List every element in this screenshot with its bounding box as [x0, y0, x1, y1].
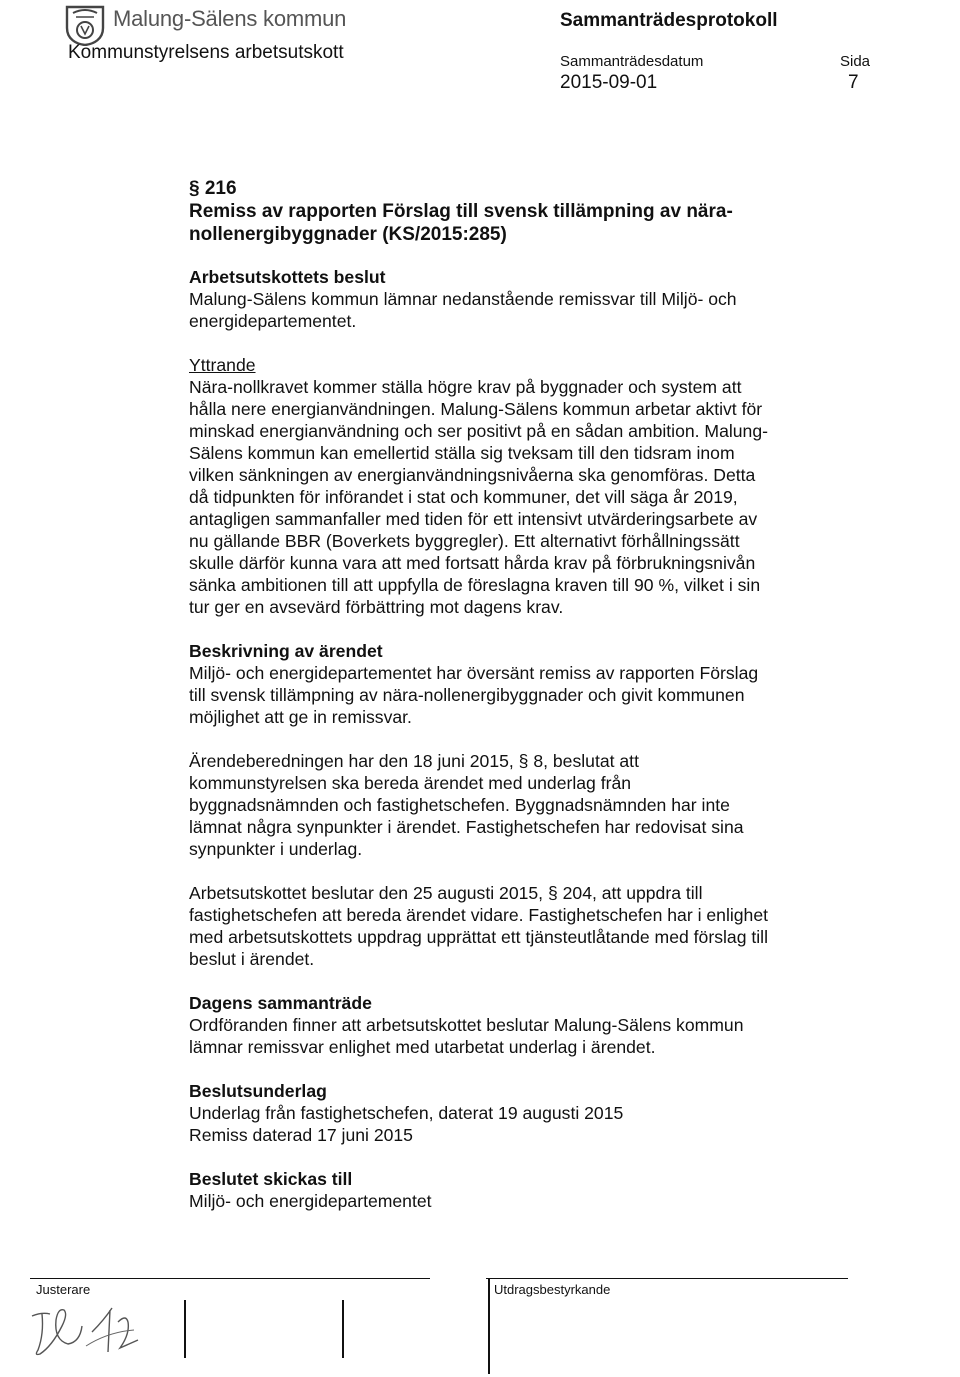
- adjusters-label: Justerare: [36, 1282, 91, 1297]
- sent-to-line: Miljö- och energidepartementet: [189, 1191, 432, 1211]
- description-line: lämnat några synpunkter i ärendet. Fastighetschefen har redovisat sina: [189, 817, 744, 837]
- page-label: Sida: [840, 53, 871, 70]
- description-line: Ärendeberedningen har den 18 juni 2015, § 8, beslutat att: [189, 751, 639, 771]
- description-line: fastighetschefen att bereda ärendet vidare. Fastighetschefen har i enlighet: [189, 905, 769, 925]
- todays-meeting-line: lämnar remissvar enlighet med utarbetat underlag i ärendet.: [189, 1037, 656, 1057]
- todays-meeting-heading: Dagens sammanträde: [189, 993, 372, 1013]
- decision-heading: Arbetsutskottets beslut: [189, 267, 386, 287]
- document-type: Sammanträdesprotokoll: [560, 10, 778, 31]
- decision-basis-line: Remiss daterad 17 juni 2015: [189, 1125, 413, 1145]
- decision-basis-line: Underlag från fastighetschefen, daterat 19 augusti 2015: [189, 1103, 624, 1123]
- decision-line: energidepartementet.: [189, 311, 357, 331]
- description-line: byggnadsnämnden och fastighetschefen. Byggnadsnämnden har inte: [189, 795, 730, 815]
- committee-name: Kommunstyrelsens arbetsutskott: [68, 42, 344, 63]
- statement-line: minskad energianvändning och ser positivt på en sådan ambition. Malung-: [189, 421, 768, 441]
- section-title-line: Remiss av rapporten Förslag till svensk tillämpning av nära-: [189, 201, 733, 222]
- signature-divider: [488, 1278, 490, 1374]
- extract-label: Utdragsbestyrkande: [494, 1282, 611, 1297]
- statement-heading: Yttrande: [189, 355, 256, 375]
- municipality-name: Malung-Sälens kommun: [113, 6, 347, 31]
- description-heading: Beskrivning av ärendet: [189, 641, 383, 661]
- page-number: 7: [848, 72, 859, 93]
- description-line: Arbetsutskottet beslutar den 25 augusti 2015, § 204, att uppdra till: [189, 883, 703, 903]
- description-line: möjlighet att ge in remissvar.: [189, 707, 412, 727]
- statement-line: skulle därför kunna vara att med fortsatt hårda krav på förbrukningsnivån: [189, 553, 756, 573]
- statement-line: hålla nere energianvändningen. Malung-Sälens kommun arbetar aktivt för: [189, 399, 763, 419]
- statement-line: vilken sänkningen av energianvändningsnivåerna ska genomföras. Detta: [189, 465, 756, 485]
- description-line: synpunkter i underlag.: [189, 839, 363, 859]
- protocol-content: [189, 177, 829, 1212]
- signature-divider: [342, 1300, 344, 1358]
- meeting-date: 2015-09-01: [560, 72, 658, 93]
- section-number: § 216: [189, 178, 237, 199]
- statement-line: antagligen sammanfaller med tiden för ett intensivt utvärderingsarbete av: [189, 509, 758, 529]
- todays-meeting-line: Ordföranden finner att arbetsutskottet beslutar Malung-Sälens kommun: [189, 1015, 744, 1035]
- description-line: med arbetsutskottets uppdrag upprättat ett tjänsteutlåtande med förslag till: [189, 927, 768, 947]
- decision-line: Malung-Sälens kommun lämnar nedanstående remissvar till Miljö- och: [189, 289, 737, 309]
- description-line: beslut i ärendet.: [189, 949, 315, 969]
- statement-line: nu gällande BBR (Boverkets byggregler). Ett alternativt förhållningssätt: [189, 531, 740, 551]
- signature-divider: [184, 1300, 186, 1358]
- description-line: kommunstyrelsen ska bereda ärendet med underlag från: [189, 773, 632, 793]
- statement-line: tur ger en avsevärd förbättring mot dagens krav.: [189, 597, 564, 617]
- statement-line: Nära-nollkravet kommer ställa högre krav på byggnader och system att: [189, 377, 742, 397]
- section-title-line: nollenergibyggnader (KS/2015:285): [189, 224, 507, 245]
- footer-rule-left: [30, 1278, 430, 1279]
- decision-basis-heading: Beslutsunderlag: [189, 1081, 327, 1101]
- statement-line: sänka ambitionen till att uppfylla de föreslagna kraven till 90 %, vilket i sin: [189, 575, 761, 595]
- meeting-date-label: Sammanträdesdatum: [560, 53, 704, 70]
- footer-rule-right: [486, 1278, 848, 1279]
- statement-line: då tidpunkten för införandet i stat och kommuner, det vill säga år 2019,: [189, 487, 738, 507]
- statement-line: Sälens kommun kan emellertid ställa sig tveksam till den tidsram inom: [189, 443, 735, 463]
- description-line: Miljö- och energidepartementet har översänt remiss av rapporten Förslag: [189, 663, 759, 683]
- description-line: till svensk tillämpning av nära-nollenergibyggnader och givit kommunen: [189, 685, 745, 705]
- sent-to-heading: Beslutet skickas till: [189, 1169, 353, 1189]
- municipality-logo: [64, 4, 106, 46]
- signature-initials: [28, 1296, 168, 1366]
